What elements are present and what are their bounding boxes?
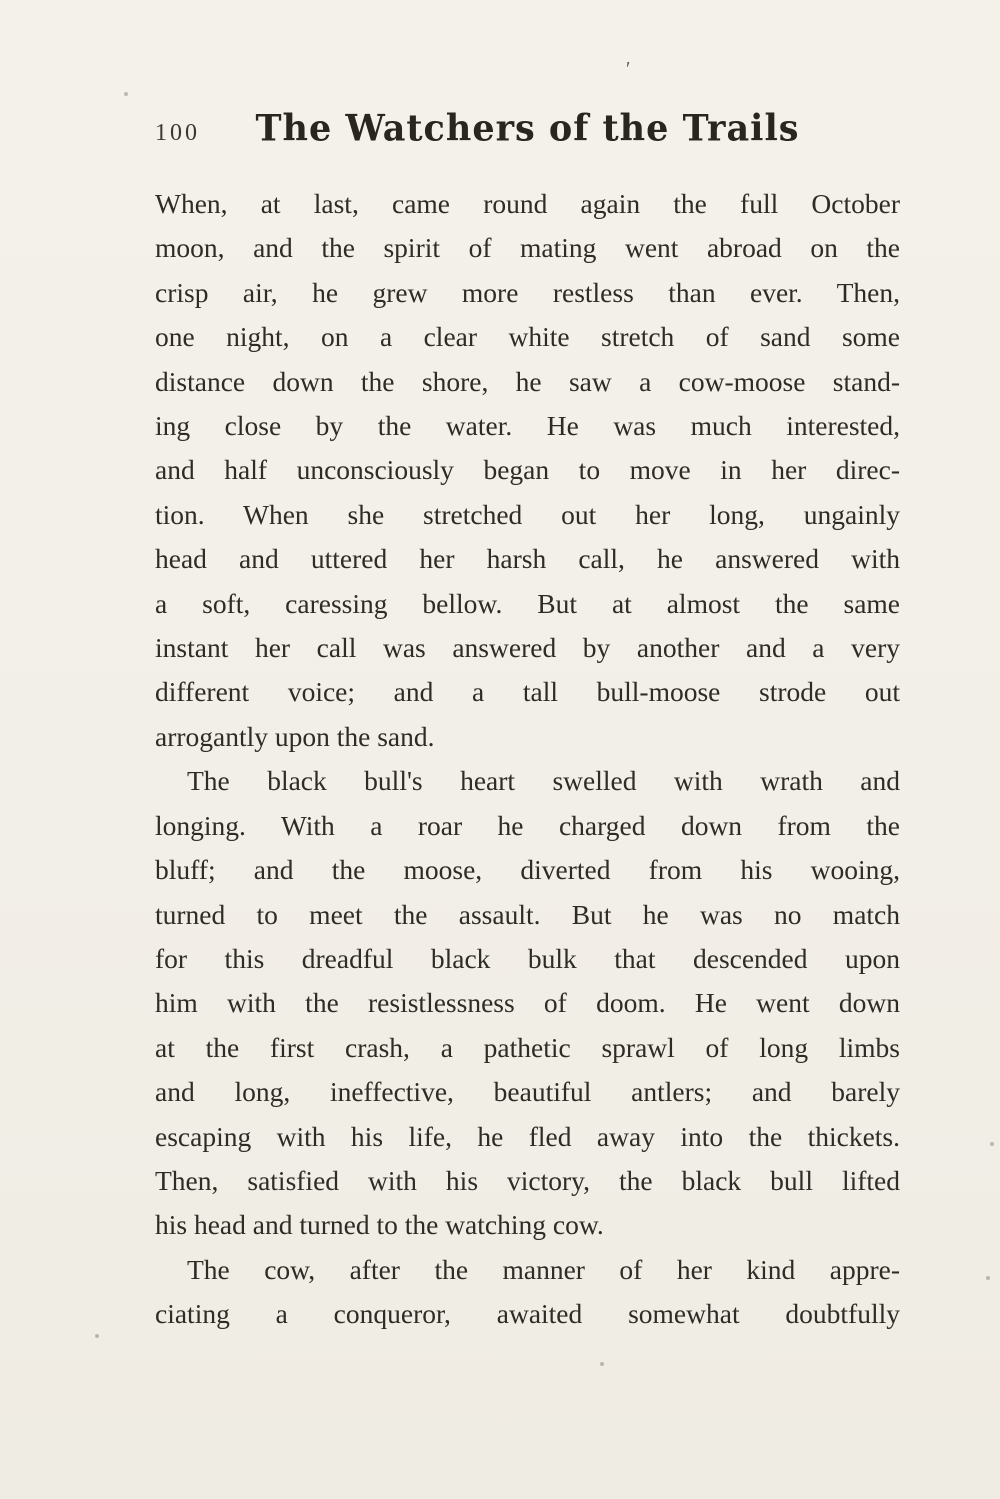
text-line: moon, and the spirit of mating went abroad on the [155,232,900,264]
scan-speck [986,1276,990,1280]
text-line: and long, ineffective, beautiful antlers; and barely [155,1076,900,1108]
text-line: head and uttered her harsh call, he answered with [155,543,900,575]
text-line: ciating a conqueror, awaited somewhat doubtfully [155,1298,900,1330]
text-line: arrogantly upon the sand. [155,720,435,752]
paragraph [155,1248,900,1337]
text-line: ing close by the water. He was much interested, [155,410,900,442]
scan-speck [600,1362,604,1366]
scan-speck [124,92,128,96]
text-line: at the first crash, a pathetic sprawl of long limbs [155,1031,900,1063]
text-line: distance down the shore, he saw a cow-moose stand- [155,365,900,397]
text-line: When, at last, came round again the full October [155,188,900,219]
text-line: escaping with his life, he fled away into the thickets. [155,1120,900,1152]
text-line: one night, on a clear white stretch of sand some [155,321,900,353]
page-header [155,108,900,149]
text-line: for this dreadful black bulk that descended upon [155,942,900,974]
text-line: bluff; and the moose, diverted from his wooing, [155,854,900,886]
paragraph [155,759,900,1247]
text-line: tion. When she stretched out her long, ungainly [155,498,900,530]
text-line: The cow, after the manner of her kind appre- [187,1253,900,1285]
text-line: different voice; and a tall bull-moose strode out [155,676,900,708]
text-line: turned to meet the assault. But he was no match [155,898,900,930]
text-line: his head and turned to the watching cow. [155,1209,604,1241]
text-line: The black bull's heart swelled with wrath and [187,765,900,797]
text-line: and half unconsciously began to move in her direc- [155,454,900,486]
scan-speck [990,1142,994,1146]
scan-speck [95,1334,99,1338]
running-title: The Watchers of the Trails [255,106,800,151]
page-body [155,182,900,1337]
paragraph [155,182,900,759]
text-line: him with the resistlessness of doom. He went down [155,987,900,1019]
text-line: longing. With a roar he charged down from the [155,809,900,841]
text-line: a soft, caressing bellow. But at almost the same [155,587,900,619]
text-line: instant her call was answered by another and a very [155,632,900,664]
scan-mark: ′ [626,58,631,80]
text-line: crisp air, he grew more restless than ever. Then, [155,276,900,308]
text-line: Then, satisfied with his victory, the black bull lifted [155,1164,900,1196]
page-number: 100 [155,120,200,146]
